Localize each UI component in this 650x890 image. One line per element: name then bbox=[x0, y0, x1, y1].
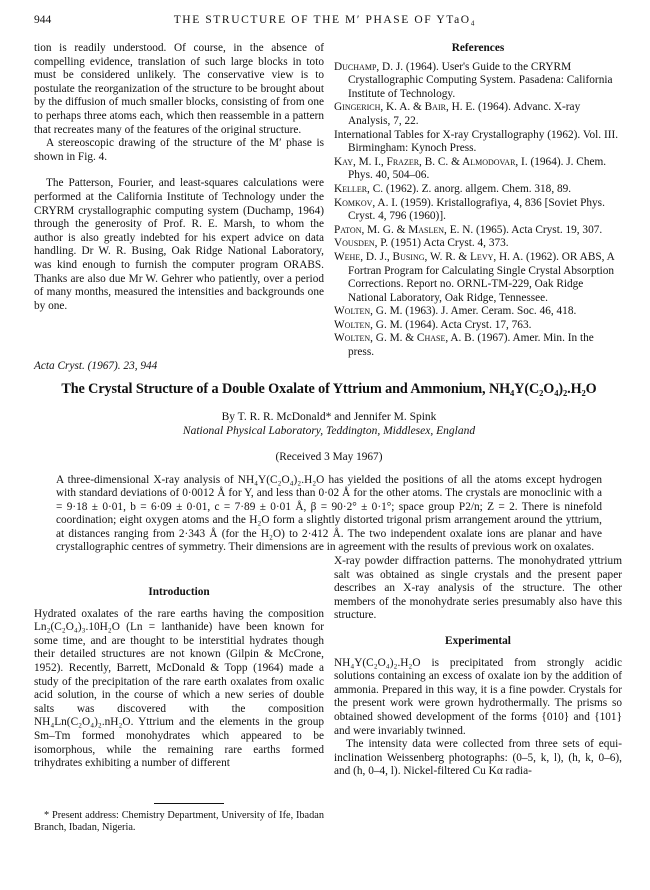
page-header bbox=[34, 14, 616, 32]
reference-author: Wolten, G. M. bbox=[334, 305, 403, 318]
received-date: (Received 3 May 1967) bbox=[275, 451, 383, 463]
reference-details: (1951) Acta Cryst. 4, 373. bbox=[388, 237, 509, 250]
footnote: * Present address: Chemistry Department, University of Ife, Ibadan Branch, Ibadan, Nigeria. bbox=[34, 810, 324, 834]
reference-author: Gingerich, K. A. & Bair, H. E. bbox=[334, 101, 476, 114]
section-title-experimental: Experimental bbox=[445, 634, 511, 647]
references-list bbox=[334, 61, 622, 360]
page-number: 944 bbox=[34, 14, 52, 26]
reference-details: (1962). OR ABS, A Fortran Program for Calculating Single Crystal Absorption Corrections. Report no. ORNL-TM-229, Oak Ridge National Laboratory, Oak Ridge, Tennessee. bbox=[348, 250, 615, 304]
reference-entry bbox=[334, 156, 622, 183]
reference-details: (1959). Kristallografiya, 4, 836 [Soviet Phys. Cryst. 4, 796 (1960)]. bbox=[348, 196, 605, 223]
reference-entry bbox=[334, 305, 622, 319]
reference-author: Paton, M. G. & Maslen, E. N. bbox=[334, 223, 474, 236]
affiliation: National Physical Laboratory, Teddington, Middlesex, England bbox=[182, 425, 476, 437]
references-title: References bbox=[451, 42, 505, 54]
right-column-body bbox=[334, 555, 622, 779]
reference-entry bbox=[334, 224, 622, 238]
paragraph: The intensity data were collected from three sets of equi-inclination Weissenberg photographs: (0–5, k, l), (h, k, 0–6), and (h, 0–4, l). Nickel-filtered Cu Kα radia- bbox=[334, 738, 622, 778]
section-title-introduction: Introduction bbox=[148, 586, 210, 598]
article-title: The Crystal Structure of a Double Oxalate of Yttrium and Ammonium, NH₄Y(C₂O₄)₂.H₂O bbox=[61, 381, 597, 397]
reference-details: (1964). Advanc. X-ray Analysis, 7, 22. bbox=[348, 101, 581, 127]
reference-entry bbox=[334, 101, 622, 128]
reference-details: (1964). User's Guide to the CRYRM Crystallographic Computing System. Pasadena: California Institute of Technology. bbox=[348, 60, 613, 100]
reference-entry bbox=[334, 251, 622, 305]
reference-entry bbox=[334, 129, 622, 156]
reference-author: Komkov, A. I. bbox=[334, 196, 398, 209]
abstract: A three-dimensional X-ray analysis of NH₄Y(C₂O₄)₂.H₂O has yielded the positions of all the atoms except hydrogen with standard deviations of 0·0012 Å for Y, and less than 0·02 Å for the other atoms. The crystals are monoclinic with a = 9·18 ± 0·01, b = 6·09 ± 0·01, c = 7·89 ± 0·01 Å, β = 90·2° ± 0·1°; space group P2/n; Z = 2. There is ninefold coordination; eight oxygen atoms and the H₂O form a slightly distorted trigonal prism arrangement around the yttrium, at distances ranging from 2·343 Å (for the H₂O) to 2·412 Å. The two independent oxalate ions are planar and have crystallographic centres of symmetry. Their dimensions are in agreement with the results of previous work on oxalates. bbox=[56, 474, 602, 554]
reference-details: (1965). Acta Cryst. 19, 307. bbox=[473, 223, 603, 236]
reference-details: (1962). Z. anorg. allgem. Chem. 318, 89. bbox=[383, 182, 572, 195]
reference-entry bbox=[334, 319, 622, 333]
article-head bbox=[34, 360, 624, 554]
reference-entry bbox=[334, 332, 622, 359]
paragraph: tion is readily understood. Of course, in the absence of compelling evidence, translation of such large blocks in toto must be considered unlikely. The conservative view is to postulate the reorganization of the structure to be brought about by the diffusion of much smaller blocks, consisting of from one to perhaps three atoms each, which then reassemble in a pattern that recreates many of the features of the original structure. bbox=[34, 42, 324, 136]
running-head: THE STRUCTURE OF THE M′ PHASE OF YTaO₄ bbox=[173, 14, 477, 26]
reference-details: (1964). Acta Cryst. 17, 763. bbox=[402, 318, 532, 331]
reference-author: Vousden, P. bbox=[334, 237, 389, 250]
paragraph: NH₄Y(C₂O₄)₂.H₂O is precipitated from strongly acidic solutions containing an excess of oxalate ion by the addition of ammonia. Prepared in this way, it is a fine powder. Crystals for the present work were grown hydrothermally. The prisms so obtained showed development of the forms {010} and {101} and were invariably twinned. bbox=[334, 656, 622, 737]
paragraph: X-ray powder diffraction patterns. The monohydrated yttrium salt was obtained as single crystals and the present paper describes an X-ray analysis of the structure. The other members of the monohydrate series presumably also have this structure. bbox=[334, 555, 622, 622]
reference-entry bbox=[334, 61, 622, 102]
reference-entry bbox=[334, 183, 622, 197]
paragraph: Hydrated oxalates of the rare earths having the composition Ln₂(C₂O₄)₃.10H₂O (Ln = lanthanide) have been known for some time, and are thought to be interstitial hydrates though their detailed structures are not known (Gilpin & McCrone, 1952). Recently, Barrett, McDonald & Topp (1964) made a study of the precipitation of the rare earth oxalates from oxalic acid solution, in the course of which a new series of double salts was discovered with the composition NH₄Ln(C₂O₄)₂.nH₂O. Yttrium and the elements in the group Sm–Tm formed monohydrates which appeared to be isomorphous, while the remaining rare earths formed trihydrates exhibiting a number of different bbox=[34, 607, 324, 770]
reference-details: (1964). J. Chem. Phys. 40, 504–06. bbox=[348, 155, 607, 182]
reference-entry bbox=[334, 197, 622, 224]
paragraph: A stereoscopic drawing of the structure of the M′ phase is shown in Fig. 4. bbox=[34, 137, 324, 163]
previous-article-text bbox=[34, 42, 324, 313]
reference-entry bbox=[334, 237, 622, 251]
reference-author: Kay, M. I., Frazer, B. C. & Almodovar, I. bbox=[334, 155, 528, 168]
reference-author: Duchamp, D. J. bbox=[334, 60, 404, 73]
references-section bbox=[334, 42, 622, 360]
citation: Acta Cryst. (1967). 23, 944 bbox=[34, 360, 158, 372]
reference-details: International Tables for X-ray Crystallography (1962). Vol. III. Birmingham: Kynoch Press. bbox=[334, 128, 619, 155]
authors: By T. R. R. McDonald* and Jennifer M. Spink bbox=[221, 411, 437, 423]
acknowledgements: The Patterson, Fourier, and least-squares calculations were performed at the California Institute of Technology under the CRYRM crystallographic computing system (Duchamp, 1964) through the generosity of Prof. R. E. Marsh, to whom the author is also greatly indebted for his expert advice on data handling. Dr W. R. Busing, Oak Ridge National Laboratory, was kind enough to furnish the computer program ORABS. Thanks are also due Mr W. Gehrer who patiently, over a period of many months, measured the intensities and backgrounds one by one. bbox=[34, 177, 324, 312]
reference-details: (1963). J. Amer. Ceram. Soc. 46, 418. bbox=[402, 305, 577, 318]
reference-details: (1967). Amer. Min. In the press. bbox=[348, 332, 594, 359]
reference-author: Keller, C. bbox=[334, 182, 384, 195]
reference-author: Wolten, G. M. bbox=[334, 318, 403, 331]
introduction-section bbox=[34, 586, 324, 771]
footnote-rule bbox=[154, 803, 224, 804]
reference-author: Wehe, D. J., Busing, W. R. & Levy, H. A. bbox=[334, 250, 524, 263]
reference-author: Wolten, G. M. & Chase, A. B. bbox=[334, 332, 475, 345]
